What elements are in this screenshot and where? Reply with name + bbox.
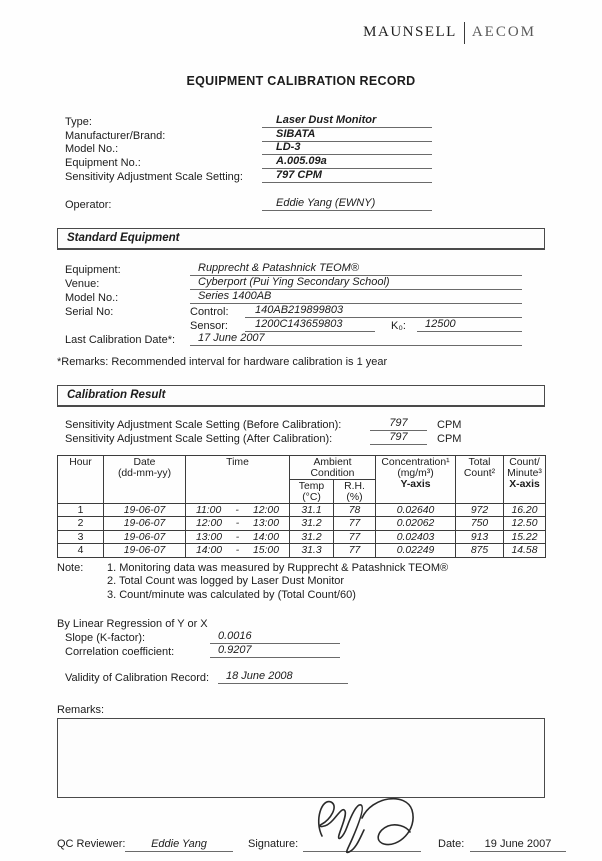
col-header-total-count: Total Count² <box>456 455 504 503</box>
cell-total-count: 875 <box>456 544 504 558</box>
field-value: 17 June 2007 <box>190 332 522 346</box>
field-value: 0.9207 <box>210 644 340 658</box>
col-header-rh: R.H. (%) <box>334 479 376 503</box>
field-label: Slope (K-factor): <box>65 632 146 645</box>
field-label: Correlation coefficient: <box>65 646 175 659</box>
cell-date: 19-06-07 <box>104 530 186 544</box>
cell-date: 19-06-07 <box>104 544 186 558</box>
control-label: Control: <box>190 305 229 318</box>
field-label: Validity of Calibration Record: <box>65 672 210 685</box>
field-value: SIBATA <box>262 128 432 142</box>
qc-reviewer-value: Eddie Yang <box>125 838 233 852</box>
cell-time: 13:00 - 14:00 <box>186 530 290 544</box>
col-header-hour: Hour <box>58 455 104 503</box>
col-header-temp: Temp (°C) <box>290 479 334 503</box>
field-label: Serial No: <box>65 305 114 318</box>
cell-concentration: 0.02062 <box>376 517 456 531</box>
cell-total-count: 750 <box>456 517 504 531</box>
sensor-label: Sensor: <box>190 319 228 332</box>
logo-divider <box>464 22 465 44</box>
note-label: Note: <box>57 561 84 574</box>
section-header-calibration-result: Calibration Result <box>57 385 545 407</box>
cell-concentration: 0.02640 <box>376 503 456 517</box>
field-value: Series 1400AB <box>190 290 522 304</box>
field-value: 18 June 2008 <box>218 670 348 684</box>
cell-total-count: 913 <box>456 530 504 544</box>
field-serial-sensor <box>65 318 602 332</box>
field-std-model-no <box>65 290 602 304</box>
notes-section <box>57 562 602 603</box>
field-label: Equipment: <box>65 263 121 276</box>
cell-time: 12:00 - 13:00 <box>186 517 290 531</box>
note-item-2: 2. Total Count was logged by Laser Dust Monitor <box>107 575 345 588</box>
qc-reviewer-label: QC Reviewer: <box>57 838 126 851</box>
field-sensitivity-setting <box>65 169 602 183</box>
field-label: Sensitivity Adjustment Scale Setting: <box>65 170 243 183</box>
field-label: Equipment No.: <box>65 157 141 170</box>
field-label: Venue: <box>65 277 100 290</box>
cell-temp: 31.3 <box>290 544 334 558</box>
regression-section <box>57 618 602 684</box>
cell-count-minute: 15.22 <box>504 530 546 544</box>
field-value: Rupprecht & Patashnick TEOM® <box>190 262 522 276</box>
sensitivity-after-row <box>65 431 602 445</box>
field-label: Manufacturer/Brand: <box>65 129 166 142</box>
unit-label: CPM <box>437 432 462 445</box>
cell-total-count: 972 <box>456 503 504 517</box>
col-header-ambient: Ambient Condition <box>290 455 376 479</box>
regression-heading: By Linear Regression of Y or X <box>57 618 208 631</box>
field-label: Sensitivity Adjustment Scale Setting (After Calibration): <box>65 432 333 445</box>
field-venue <box>65 276 602 290</box>
calibration-data-table <box>57 455 546 558</box>
field-model-no <box>65 142 602 156</box>
field-manufacturer <box>65 128 602 142</box>
signoff-section <box>0 824 602 861</box>
field-value: 797 CPM <box>262 169 432 183</box>
field-equipment-no <box>65 155 602 169</box>
field-value: 797 <box>370 431 427 445</box>
signature-label: Signature: <box>248 838 299 851</box>
field-label: Type: <box>65 115 92 128</box>
cell-concentration: 0.02403 <box>376 530 456 544</box>
page-title: EQUIPMENT CALIBRATION RECORD <box>186 74 416 88</box>
signature-image <box>300 788 430 854</box>
field-value: Laser Dust Monitor <box>262 114 432 128</box>
cell-time: 11:00 - 12:00 <box>186 503 290 517</box>
table-row <box>58 530 546 544</box>
hardware-calibration-remark: *Remarks: Recommended interval for hardware calibration is 1 year <box>57 355 388 368</box>
unit-label: CPM <box>437 419 462 432</box>
logo-aecom: AECOM <box>471 23 536 40</box>
field-label: Model No.: <box>65 143 119 156</box>
table-row <box>58 503 546 517</box>
col-header-concentration: Concentration¹ (mg/m³) Y-axis <box>376 455 456 503</box>
sensitivity-settings <box>65 418 602 445</box>
cell-rh: 78 <box>334 503 376 517</box>
cell-concentration: 0.02249 <box>376 544 456 558</box>
field-label: Model No.: <box>65 291 119 304</box>
field-validity <box>65 670 602 684</box>
field-label: Operator: <box>65 198 112 211</box>
field-last-calibration-date <box>65 332 602 346</box>
cell-hour: 2 <box>58 517 104 531</box>
note-item-1: 1. Monitoring data was measured by Rupprecht & Patashnick TEOM® <box>107 561 449 574</box>
cell-rh: 77 <box>334 517 376 531</box>
field-type <box>65 114 602 128</box>
field-value: 0.0016 <box>210 630 340 644</box>
field-value: 797 <box>370 417 427 431</box>
device-info-section <box>65 114 602 211</box>
cell-hour: 3 <box>58 530 104 544</box>
sensor-serial-value: 1200C143659803 <box>245 318 375 332</box>
cell-hour: 1 <box>58 503 104 517</box>
cell-hour: 4 <box>58 544 104 558</box>
cell-rh: 77 <box>334 530 376 544</box>
field-value: Cyberport (Pui Ying Secondary School) <box>190 276 522 290</box>
cell-count-minute: 16.20 <box>504 503 546 517</box>
k0-value: 12500 <box>417 318 522 332</box>
cell-date: 19-06-07 <box>104 503 186 517</box>
field-value: LD-3 <box>262 141 432 155</box>
section-header-standard-equipment: Standard Equipment <box>57 228 545 250</box>
cell-temp: 31.1 <box>290 503 334 517</box>
col-header-count-minute: Count/ Minute³ X-axis <box>504 455 546 503</box>
field-slope <box>65 630 602 644</box>
remarks-box <box>57 718 545 798</box>
table-row <box>58 517 546 531</box>
remarks-label: Remarks: <box>57 704 105 717</box>
cell-temp: 31.2 <box>290 517 334 531</box>
date-value: 19 June 2007 <box>470 838 566 852</box>
cell-rh: 77 <box>334 544 376 558</box>
logo-maunsell: MAUNSELL <box>363 23 457 40</box>
field-value: Eddie Yang (EWNY) <box>262 197 432 211</box>
col-header-date: Date (dd-mm-yy) <box>104 455 186 503</box>
date-label: Date: <box>438 838 465 851</box>
k0-label: K₀: <box>391 319 406 332</box>
cell-count-minute: 12.50 <box>504 517 546 531</box>
field-label: Sensitivity Adjustment Scale Setting (Before Calibration): <box>65 419 342 432</box>
col-header-time: Time <box>186 455 290 503</box>
cell-date: 19-06-07 <box>104 517 186 531</box>
field-label: Last Calibration Date*: <box>65 333 176 346</box>
field-value: A.005.09a <box>262 155 432 169</box>
field-std-equipment <box>65 262 602 276</box>
cell-count-minute: 14.58 <box>504 544 546 558</box>
standard-equipment-section <box>65 262 602 346</box>
cell-temp: 31.2 <box>290 530 334 544</box>
cell-time: 14:00 - 15:00 <box>186 544 290 558</box>
company-logo <box>0 0 602 44</box>
field-correlation <box>65 644 602 658</box>
field-serial-control <box>65 304 602 318</box>
note-item-3: 3. Count/minute was calculated by (Total Count/60) <box>107 588 356 601</box>
table-row <box>58 544 546 558</box>
field-operator <box>65 197 602 211</box>
sensitivity-before-row <box>65 418 602 432</box>
control-serial-value: 140AB219899803 <box>245 304 522 318</box>
